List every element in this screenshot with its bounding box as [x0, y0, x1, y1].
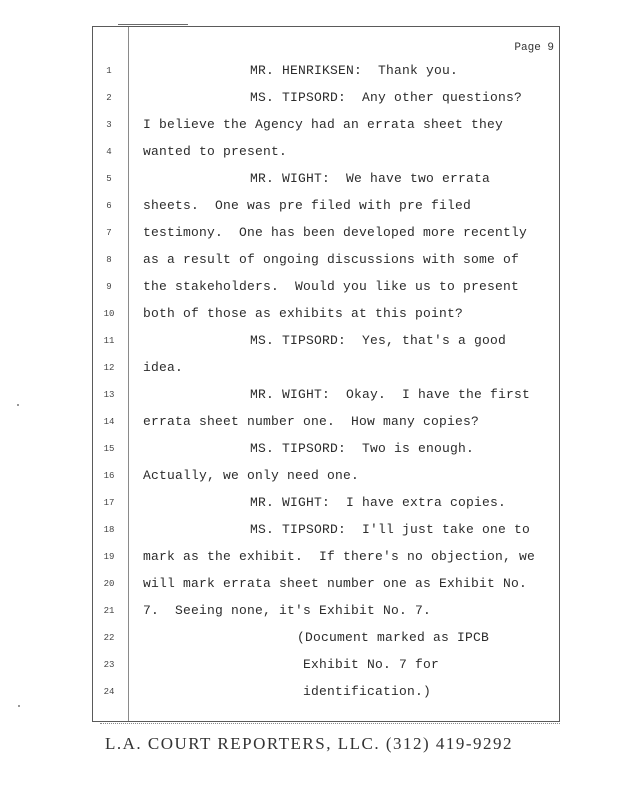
line-number: 9 — [106, 282, 112, 292]
transcript-line: (Document marked as IPCB — [297, 630, 490, 645]
transcript-line: MS. TIPSORD: Any other questions? — [250, 90, 523, 105]
transcript-line: sheets. One was pre filed with pre filed — [143, 198, 472, 213]
transcript-line: MR. WIGHT: I have extra copies. — [250, 495, 507, 510]
line-number: 8 — [106, 255, 112, 265]
transcript-line: MR. HENRIKSEN: Thank you. — [250, 63, 459, 78]
line-number: 13 — [103, 390, 115, 400]
transcript-line: 7. Seeing none, it's Exhibit No. 7. — [143, 603, 432, 618]
transcript-line: as a result of ongoing discussions with some of — [143, 252, 520, 267]
line-number: 22 — [103, 633, 115, 643]
line-number: 19 — [103, 552, 115, 562]
transcript-line: the stakeholders. Would you like us to present — [143, 279, 520, 294]
line-number: 17 — [103, 498, 115, 508]
line-number-margin-rule — [128, 27, 129, 721]
court-reporter-footer: L.A. COURT REPORTERS, LLC. (312) 419-9292 — [104, 734, 514, 753]
line-number: 23 — [103, 660, 115, 670]
line-number: 18 — [103, 525, 115, 535]
transcript-line: will mark errata sheet number one as Exhibit No. — [143, 576, 528, 591]
line-number: 5 — [106, 174, 112, 184]
transcript-line: MS. TIPSORD: Yes, that's a good — [250, 333, 507, 348]
line-number: 3 — [106, 120, 112, 130]
line-number: 14 — [103, 417, 115, 427]
line-number: 20 — [103, 579, 115, 589]
transcript-line: MR. WIGHT: Okay. I have the first — [250, 387, 531, 402]
scan-speck — [18, 705, 20, 707]
bottom-edge-mark — [100, 723, 560, 724]
line-number: 16 — [103, 471, 115, 481]
line-number: 10 — [103, 309, 115, 319]
line-number: 21 — [103, 606, 115, 616]
transcript-line: identification.) — [303, 684, 432, 699]
line-number: 2 — [106, 93, 112, 103]
transcript-line: MS. TIPSORD: Two is enough. — [250, 441, 475, 456]
line-number: 24 — [103, 687, 115, 697]
transcript-line: Actually, we only need one. — [143, 468, 360, 483]
transcript-line: testimony. One has been developed more recently — [143, 225, 528, 240]
transcript-line: I believe the Agency had an errata sheet they — [143, 117, 504, 132]
line-number: 12 — [103, 363, 115, 373]
transcript-line: MS. TIPSORD: I'll just take one to — [250, 522, 531, 537]
line-number: 4 — [106, 147, 112, 157]
line-number: 6 — [106, 201, 112, 211]
transcript-line: idea. — [143, 360, 184, 375]
top-edge-mark — [118, 24, 188, 25]
transcript-line: Exhibit No. 7 for — [303, 657, 440, 672]
transcript-line: errata sheet number one. How many copies? — [143, 414, 480, 429]
line-number: 15 — [103, 444, 115, 454]
scan-speck — [17, 404, 19, 406]
line-number: 7 — [106, 228, 112, 238]
transcript-line: mark as the exhibit. If there's no objection, we — [143, 549, 536, 564]
transcript-line: MR. WIGHT: We have two errata — [250, 171, 491, 186]
line-number: 11 — [103, 336, 115, 346]
transcript-line: both of those as exhibits at this point? — [143, 306, 464, 321]
line-number: 1 — [106, 66, 112, 76]
page-number: Page 9 — [514, 42, 554, 54]
transcript-line: wanted to present. — [143, 144, 288, 159]
